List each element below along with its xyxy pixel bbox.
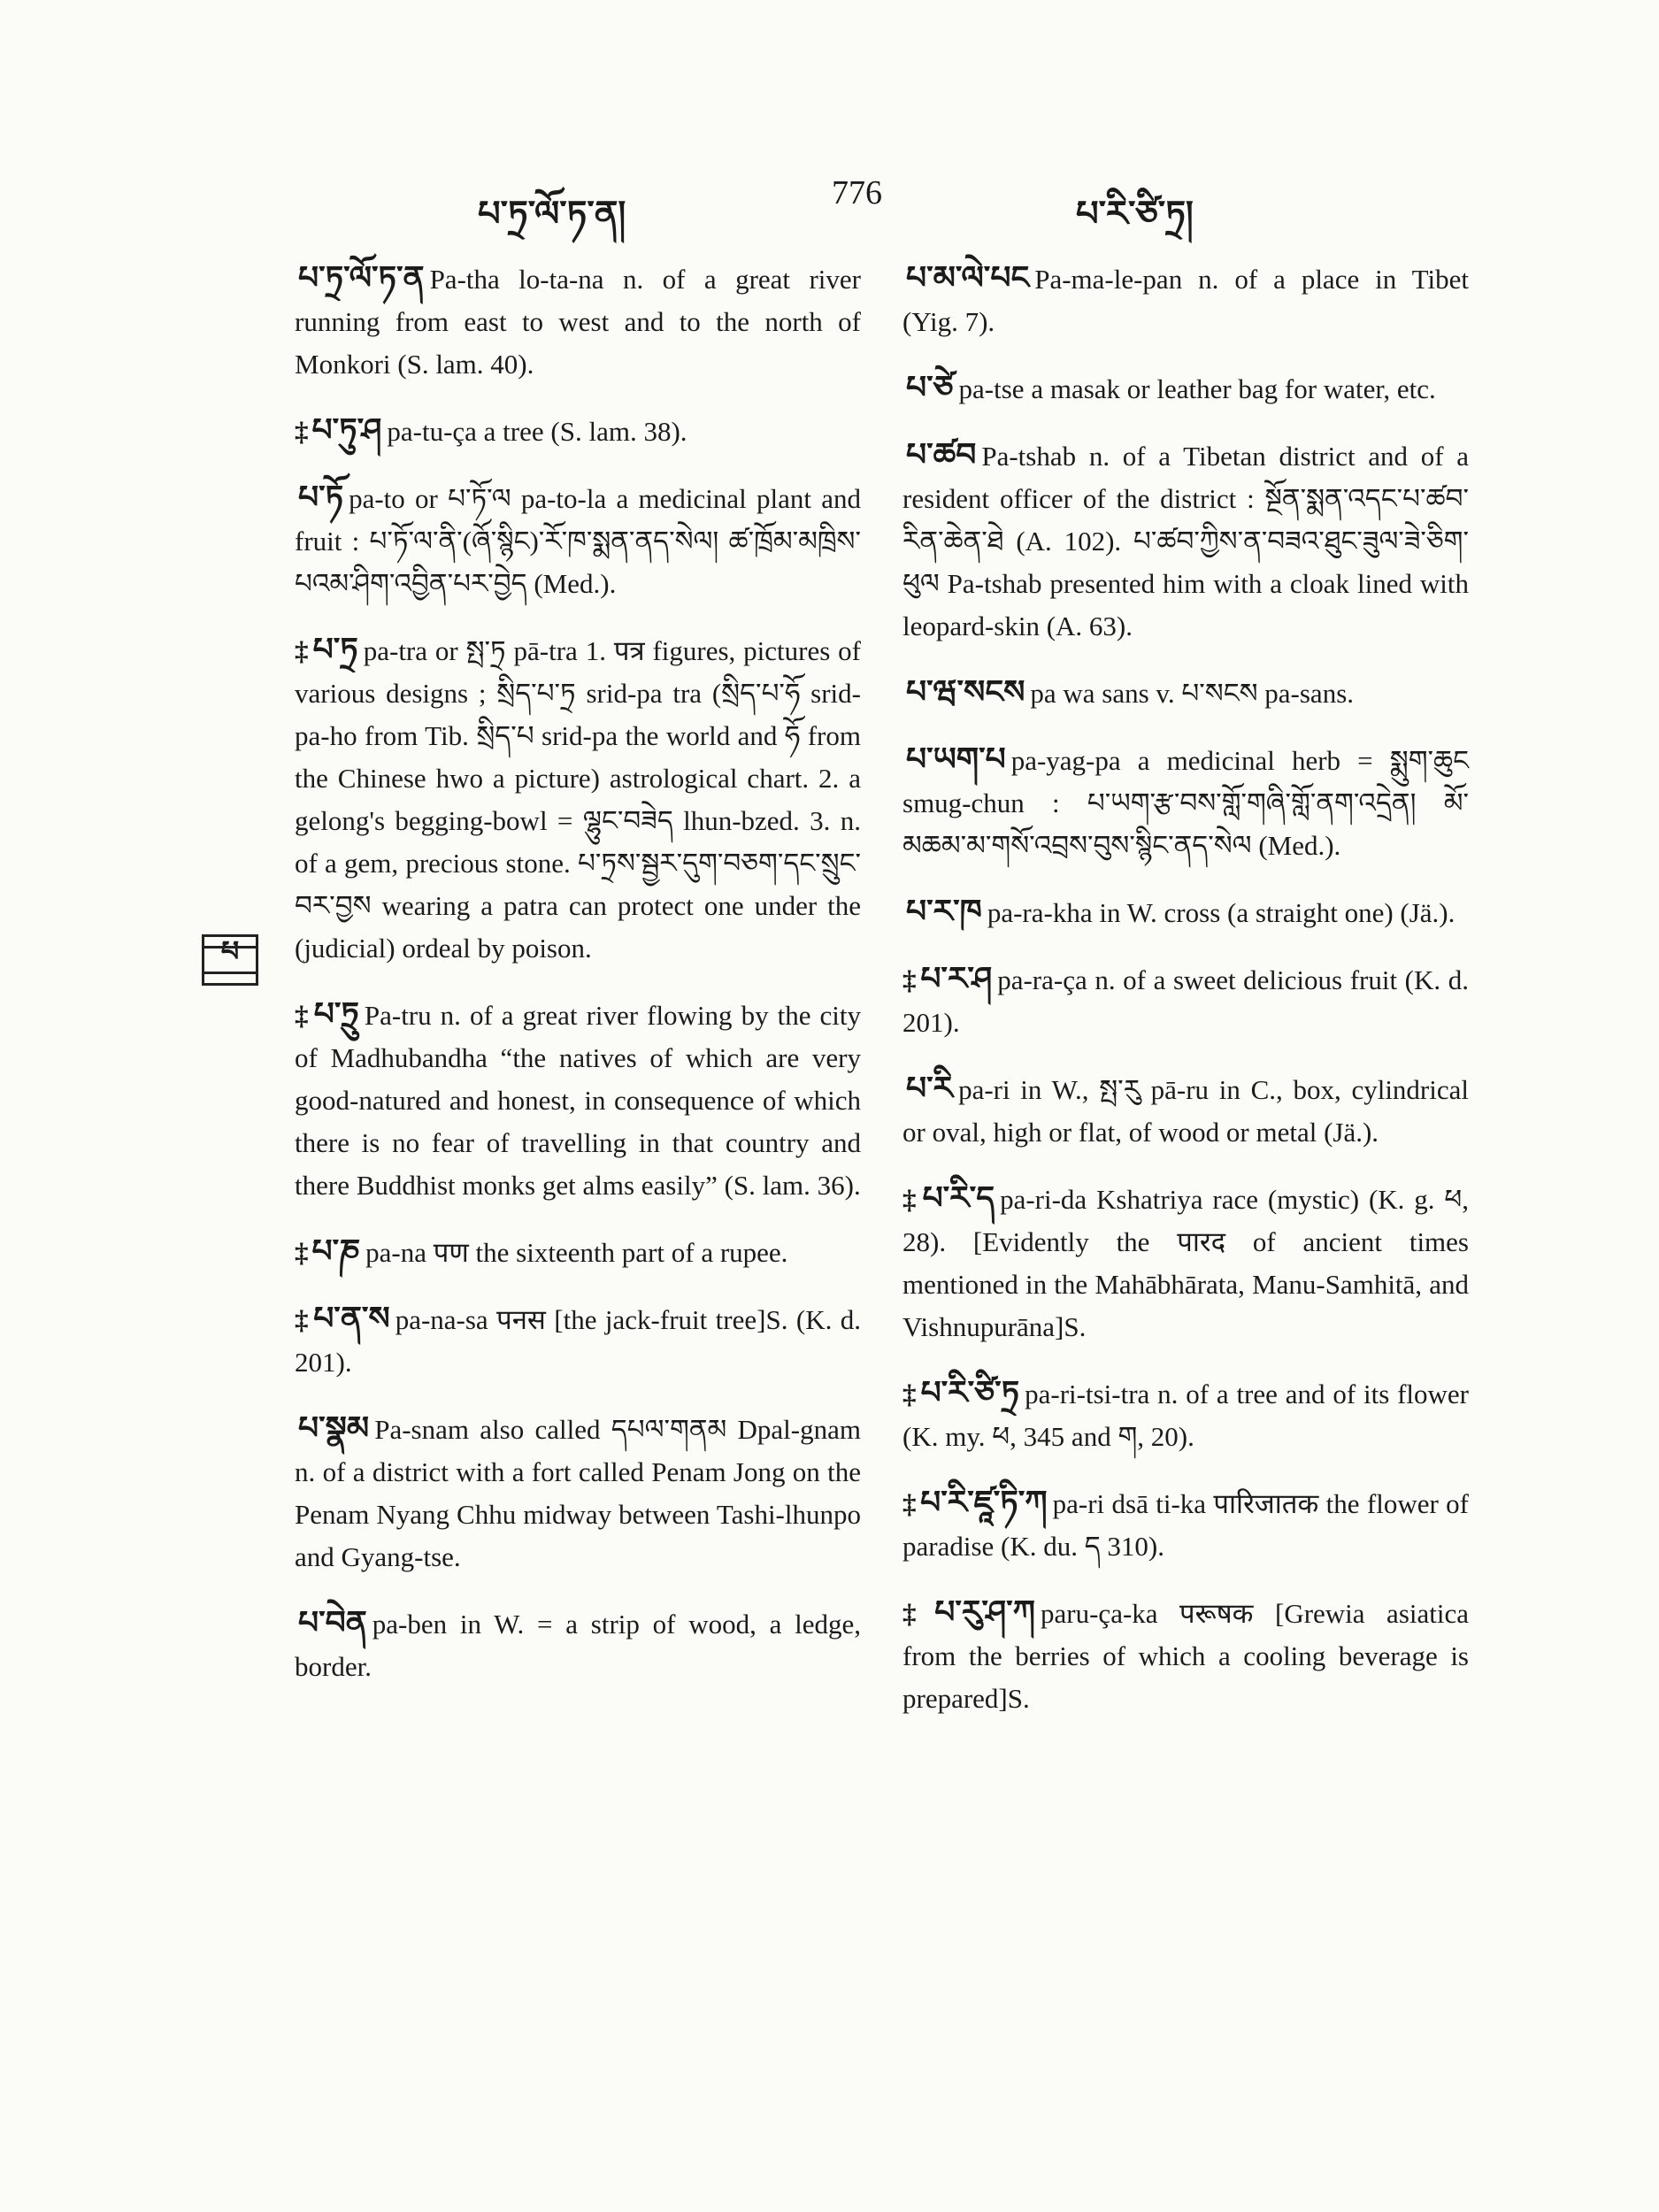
entry-headword: པ་ཏྲ་ལོ་ཏ་ན: [298, 260, 425, 296]
entry-headword: པ་རི་ཛཱ་ཏི་ཀ: [920, 1485, 1048, 1520]
entry-definition: pa-ri-tsi-tra n. of a tree and of its flower (K. my. ཕ, 345 and ག, 20).: [902, 1379, 1470, 1452]
dictionary-entry: [902, 890, 1469, 934]
page-header: [0, 173, 1659, 234]
dictionary-entry: [295, 993, 861, 1207]
dictionary-entry: [902, 1371, 1469, 1458]
entry-definition: pa-ri-da Kshatriya race (mystic) (K. g. ཕ, 28). [Evidently the पारद of ancient times mentioned in the Mahābhārata, Manu-Samhitā, and Vishnupurāna]S.: [902, 1184, 1469, 1342]
entry-headword: པ་ཏྲ: [312, 632, 358, 667]
entry-headword: པ་ཚབ: [906, 437, 977, 472]
dagger-mark: ‡: [902, 1379, 918, 1409]
entry-definition: Pa-ma-le-pan n. of a place in Tibet (Yig. 7).: [902, 264, 1469, 337]
entry-headword: པ་ཝ་སངས: [906, 674, 1025, 710]
entry-definition: pa-na पण the sixteenth part of a rupee.: [365, 1237, 788, 1268]
margin-mark-letter: པ: [220, 935, 240, 967]
dictionary-entry: [295, 1601, 861, 1688]
entry-headword: པ་སྣམ: [298, 1410, 370, 1446]
entry-headword: པ་རི་ཙི་ཏྲ: [920, 1375, 1020, 1410]
dictionary-entry: [295, 409, 861, 453]
dictionary-entry: [295, 1407, 861, 1578]
dagger-mark: ‡: [295, 1237, 309, 1268]
entry-headword: པ་ཎ: [311, 1233, 361, 1269]
dictionary-entry: [902, 1591, 1469, 1720]
entry-definition: Pa-tru n. of a great river flowing by the city of Madhubandha “the natives of which are very good-natured and honest, in consequence of which there is no fear of travelling in that country and there Buddhist monks get alms easily” (S. lam. 36).: [295, 1000, 862, 1201]
entry-headword: པ་ཏུ་ཤ: [311, 412, 382, 448]
entry-headword: པ་མ་ལེ་པང: [906, 260, 1030, 296]
dagger-mark: ‡: [295, 1000, 311, 1031]
entry-definition: pa-yag-pa a medicinal herb = སྨུག་ཆུང smug-chun : པ་ཡག་རྩ་བས་གློ་གཞི་གློ་ནག་འདྲེན། མོ་མཆམ་མ་གསོ་འབྲས་བུས་སྙིང་ནད་སེལ (Med.).: [902, 745, 1469, 861]
entry-definition: pa-ben in W. = a strip of wood, a ledge, border.: [295, 1609, 861, 1682]
dictionary-entry: [902, 1177, 1469, 1348]
entry-definition: Pa-tshab n. of a Tibetan district and of a resident officer of the district : སྔོན་སྨན་འདང་པ་ཚབ་རིན་ཆེན་ཐེ (A. 102). པ་ཚབ་ཀྱིས་ན་བཟའ་ཐུང་ཟུལ་ཟེ་ཅིག་ཕུལ Pa-tshab presented him with a cloak lined with leopard-skin (A. 63).: [902, 441, 1469, 641]
entry-headword: པ་ཏོ: [298, 480, 344, 515]
entry-definition: pa-tse a masak or leather bag for water, etc.: [958, 373, 1436, 404]
dictionary-entry: [295, 1297, 861, 1384]
entry-definition: pa-tu-ça a tree (S. lam. 38).: [387, 416, 687, 447]
header-right-guideword: པ་རི་ཙི་ཏྲ།: [1076, 194, 1194, 234]
right-column: [902, 257, 1469, 1743]
dagger-mark: ‡: [902, 1598, 932, 1629]
entry-headword: པ་རི: [906, 1071, 954, 1106]
dictionary-entry: [902, 366, 1469, 411]
dictionary-entry: [902, 671, 1469, 715]
entry-headword: པ་བེན: [298, 1605, 367, 1640]
entry-headword: པ་ར་ཤ: [920, 961, 993, 996]
header-left-guideword: པ་ཏྲ་ལོ་ཏ་ན།: [478, 194, 626, 234]
entry-definition: Pa-snam also called དཔལ་གནམ Dpal-gnam n. of a district with a fort called Penam Jong on the Penam Nyang Chhu midway between Tashi-lhunpo and Gyang-tse.: [295, 1414, 861, 1572]
dictionary-entry: [902, 434, 1469, 648]
dictionary-entry: [902, 957, 1469, 1044]
dictionary-entry: [295, 476, 861, 605]
dagger-mark: ‡: [902, 1184, 919, 1215]
dictionary-entry: [902, 1067, 1469, 1154]
entry-definition: paru-ça-ka परूषक [Grewia asiatica from the berries of which a cooling beverage is prepared]S.: [902, 1598, 1469, 1714]
dictionary-entry: [295, 257, 861, 386]
entry-definition: pa-ra-kha in W. cross (a straight one) (Jä.).: [987, 897, 1455, 928]
entry-definition: pa-ri in W., སྤ་རུ pā-ru in C., box, cylindrical or oval, high or flat, of wood or metal (Jä.).: [902, 1074, 1469, 1148]
dictionary-entry: [295, 1230, 861, 1274]
dagger-mark: ‡: [902, 964, 918, 995]
entry-definition: pa-tra or སྤ་ཏྲ pā-tra 1. पत्र figures, pictures of various designs ; སྲིད་པ་ཏྲ srid-pa tra (སྲིད་པ་ཧོ srid-pa-ho from Tib. སྲིད་པ srid-pa the world and ཧོ from the Chinese hwo a picture) astrological chart. 2. a gelong's begging-bowl = ལྷུང་བཟེད lhun-bzed. 3. n. of a gem, precious stone. པ་ཏྲས་སྦྱར་དུག་བཅག་དང་སྲུང་བར་བྱས wearing a patra can protect one under the (judicial) ordeal by poison.: [295, 635, 861, 964]
entry-definition: pa-to or པ་ཏོ་ལ pa-to-la a medicinal plant and fruit : པ་ཏོ་ལ་ནི་(ཞོ་སྙིང)་རོ་ཁ་སྨན་ནད་སེལ། ཚ་ཁྲོམ་མཁྲིས་པའམ་ཤིག་འབྱིན་པར་བྱེད (Med.).: [295, 483, 861, 599]
left-column: [295, 257, 861, 1711]
entry-definition: pa wa sans v. པ་སངས pa-sans.: [1030, 678, 1355, 709]
page-number: 776: [832, 174, 882, 211]
dictionary-entry: [295, 628, 861, 970]
entry-headword: པ་ན་ས: [313, 1301, 390, 1336]
entry-headword: པ་རུ་ཤ་ཀ: [934, 1594, 1036, 1630]
margin-thumb-index: [202, 934, 258, 986]
entry-definition: pa-na-sa पनस [the jack-fruit tree]S. (K. d. 201).: [295, 1304, 862, 1378]
entry-definition: Pa-tha lo-ta-na n. of a great river running from east to west and to the north of Monkori (S. lam. 40).: [295, 264, 861, 380]
entry-definition: pa-ra-ça n. of a sweet delicious fruit (K. d. 201).: [902, 964, 1469, 1038]
entry-headword: པ་ར་ཁ: [906, 894, 982, 929]
entry-headword: པ་ཏྲུ: [313, 996, 359, 1032]
entry-headword: པ་ཡག་པ: [906, 741, 1006, 777]
entry-headword: པ་རི་ད: [922, 1180, 995, 1216]
entry-definition: pa-ri dsā ti-ka पारिजातक the flower of paradise (K. du. ད 310).: [902, 1488, 1470, 1562]
dagger-mark: ‡: [902, 1488, 918, 1519]
dagger-mark: ‡: [295, 635, 310, 666]
dictionary-entry: [902, 738, 1469, 867]
dagger-mark: ‡: [295, 416, 309, 447]
dictionary-entry: [902, 1481, 1469, 1568]
dictionary-entry: [902, 257, 1469, 343]
entry-headword: པ་ཙེ: [906, 370, 954, 405]
dagger-mark: ‡: [295, 1304, 311, 1335]
